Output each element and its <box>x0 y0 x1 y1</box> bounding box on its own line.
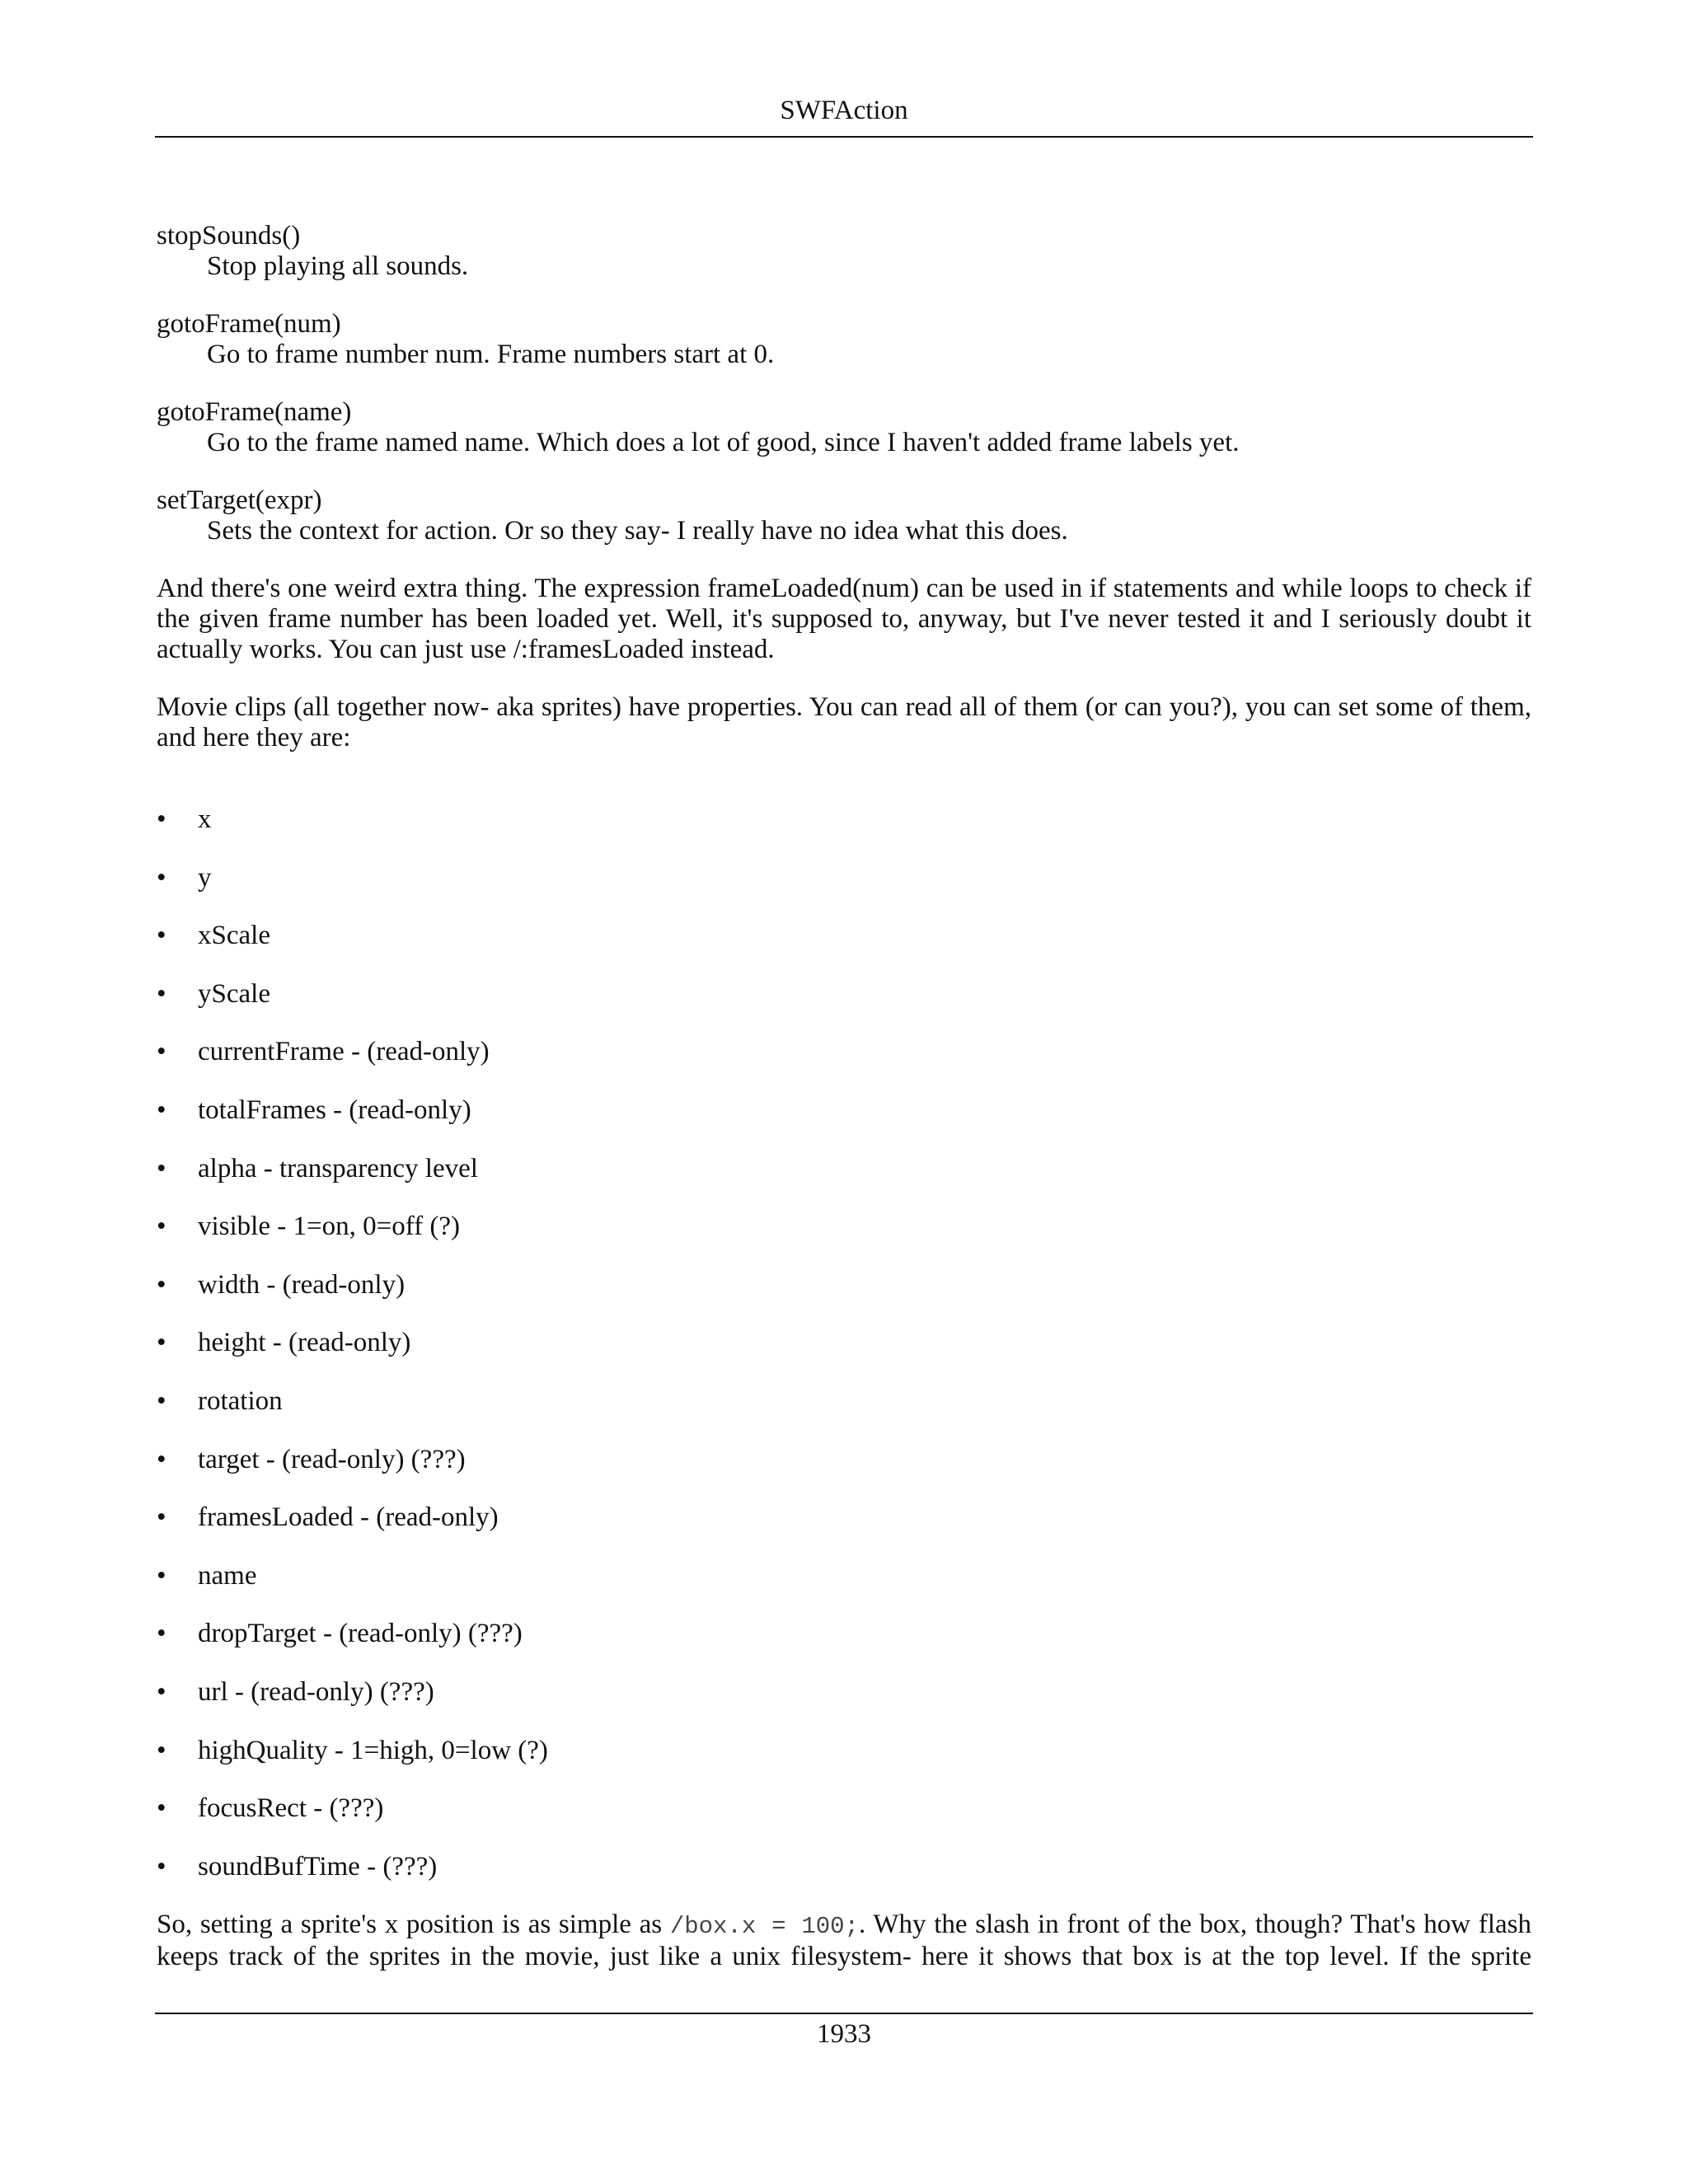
closing-text-before-code: So, setting a sprite's x position is as simple as <box>157 1909 670 1939</box>
function-description: Go to frame number num. Frame numbers start at 0. <box>207 340 775 369</box>
page-content <box>157 221 1531 1972</box>
bullet-icon: • <box>157 1153 166 1183</box>
function-entry <box>157 221 1531 282</box>
property-name: highQuality - 1=high, 0=low (?) <box>198 1735 548 1765</box>
function-description: Stop playing all sounds. <box>207 251 469 281</box>
property-name: currentFrame - (read-only) <box>198 1037 490 1067</box>
function-entry <box>157 397 1531 458</box>
bullet-icon: • <box>157 1502 166 1533</box>
code-snippet: /box.x = 100; <box>669 1912 859 1940</box>
bullet-icon: • <box>157 1560 166 1591</box>
property-name: x <box>198 804 212 834</box>
property-name: target - (read-only) (???) <box>198 1444 466 1474</box>
list-item <box>157 1619 1531 1649</box>
property-name: soundBufTime - (???) <box>198 1851 438 1882</box>
bullet-icon: • <box>157 1037 166 1067</box>
closing-paragraph <box>157 1910 1531 1972</box>
bullet-icon: • <box>157 804 166 834</box>
property-name: focusRect - (???) <box>198 1793 384 1824</box>
running-header: SWFAction <box>780 96 908 125</box>
property-name: rotation <box>198 1385 283 1416</box>
property-name: framesLoaded - (read-only) <box>198 1502 499 1533</box>
function-entry <box>157 485 1531 546</box>
list-item <box>157 1037 1531 1067</box>
list-item <box>157 804 1531 835</box>
list-item <box>157 1793 1531 1824</box>
list-item <box>157 1502 1531 1533</box>
property-name: y <box>198 862 212 893</box>
property-name: visible - 1=on, 0=off (?) <box>198 1212 460 1242</box>
list-item <box>157 1095 1531 1126</box>
function-description: Sets the context for action. Or so they say- I really have no idea what this does. <box>207 516 1068 546</box>
bullet-icon: • <box>157 921 166 951</box>
movie-clips-paragraph: Movie clips (all together now- aka sprites) have properties. You can read all of them (or can you?), you can set some of them, and here they are: <box>157 692 1531 752</box>
list-item <box>157 1445 1531 1475</box>
property-name: dropTarget - (read-only) (???) <box>198 1619 523 1649</box>
list-item <box>157 1561 1531 1591</box>
bullet-icon: • <box>157 1735 166 1765</box>
property-name: alpha - transparency level <box>198 1153 478 1183</box>
bullet-icon: • <box>157 1619 166 1649</box>
function-name: stopSounds() <box>157 221 301 251</box>
frame-loaded-paragraph: And there's one weird extra thing. The expression frameLoaded(num) can be used in if statements and while loops to check if the given frame number has been loaded yet. Well, it's supposed to, anyway, but I've never tested it and I seriously doubt it actually works. You can just use /:framesLoaded instead. <box>157 574 1531 664</box>
bullet-icon: • <box>157 1094 166 1125</box>
bullet-icon: • <box>157 1328 166 1358</box>
list-item <box>157 1852 1531 1882</box>
bullet-icon: • <box>157 862 166 893</box>
list-item <box>157 921 1531 951</box>
property-name: url - (read-only) (???) <box>198 1676 434 1707</box>
property-name: width - (read-only) <box>198 1269 406 1300</box>
property-name: xScale <box>198 921 270 951</box>
function-name: gotoFrame(name) <box>157 397 352 427</box>
bullet-icon: • <box>157 1793 166 1824</box>
list-item <box>157 1270 1531 1301</box>
list-item <box>157 1677 1531 1708</box>
function-name: setTarget(expr) <box>157 485 322 515</box>
property-list <box>157 804 1531 1882</box>
closing-line-1 <box>157 1910 1531 1942</box>
list-item <box>157 1328 1531 1358</box>
bullet-icon: • <box>157 1212 166 1242</box>
property-name: yScale <box>198 978 270 1009</box>
closing-text-after-code: . Why the slash in front of the box, though? That's how flash <box>858 1909 1531 1939</box>
bullet-icon: • <box>157 1676 166 1707</box>
list-item <box>157 1386 1531 1417</box>
property-name: height - (read-only) <box>198 1328 411 1358</box>
header-rule <box>155 136 1533 138</box>
list-item <box>157 863 1531 893</box>
property-name: totalFrames - (read-only) <box>198 1094 471 1125</box>
closing-line-2: keeps track of the sprites in the movie, just like a unix filesystem- here it shows that box is at the top level. If the sprite <box>157 1941 1531 1971</box>
list-item <box>157 1154 1531 1184</box>
list-item <box>157 1736 1531 1766</box>
list-item <box>157 979 1531 1010</box>
function-description: Go to the frame named name. Which does a lot of good, since I haven't added frame labels yet. <box>207 428 1240 457</box>
function-entry <box>157 309 1531 370</box>
list-item <box>157 1212 1531 1242</box>
footer-rule <box>155 2013 1533 2014</box>
bullet-icon: • <box>157 1851 166 1882</box>
bullet-icon: • <box>157 1269 166 1300</box>
bullet-icon: • <box>157 1444 166 1474</box>
function-name: gotoFrame(num) <box>157 309 341 339</box>
property-name: name <box>198 1560 257 1591</box>
page-number: 1933 <box>817 2019 871 2049</box>
bullet-icon: • <box>157 978 166 1009</box>
bullet-icon: • <box>157 1385 166 1416</box>
